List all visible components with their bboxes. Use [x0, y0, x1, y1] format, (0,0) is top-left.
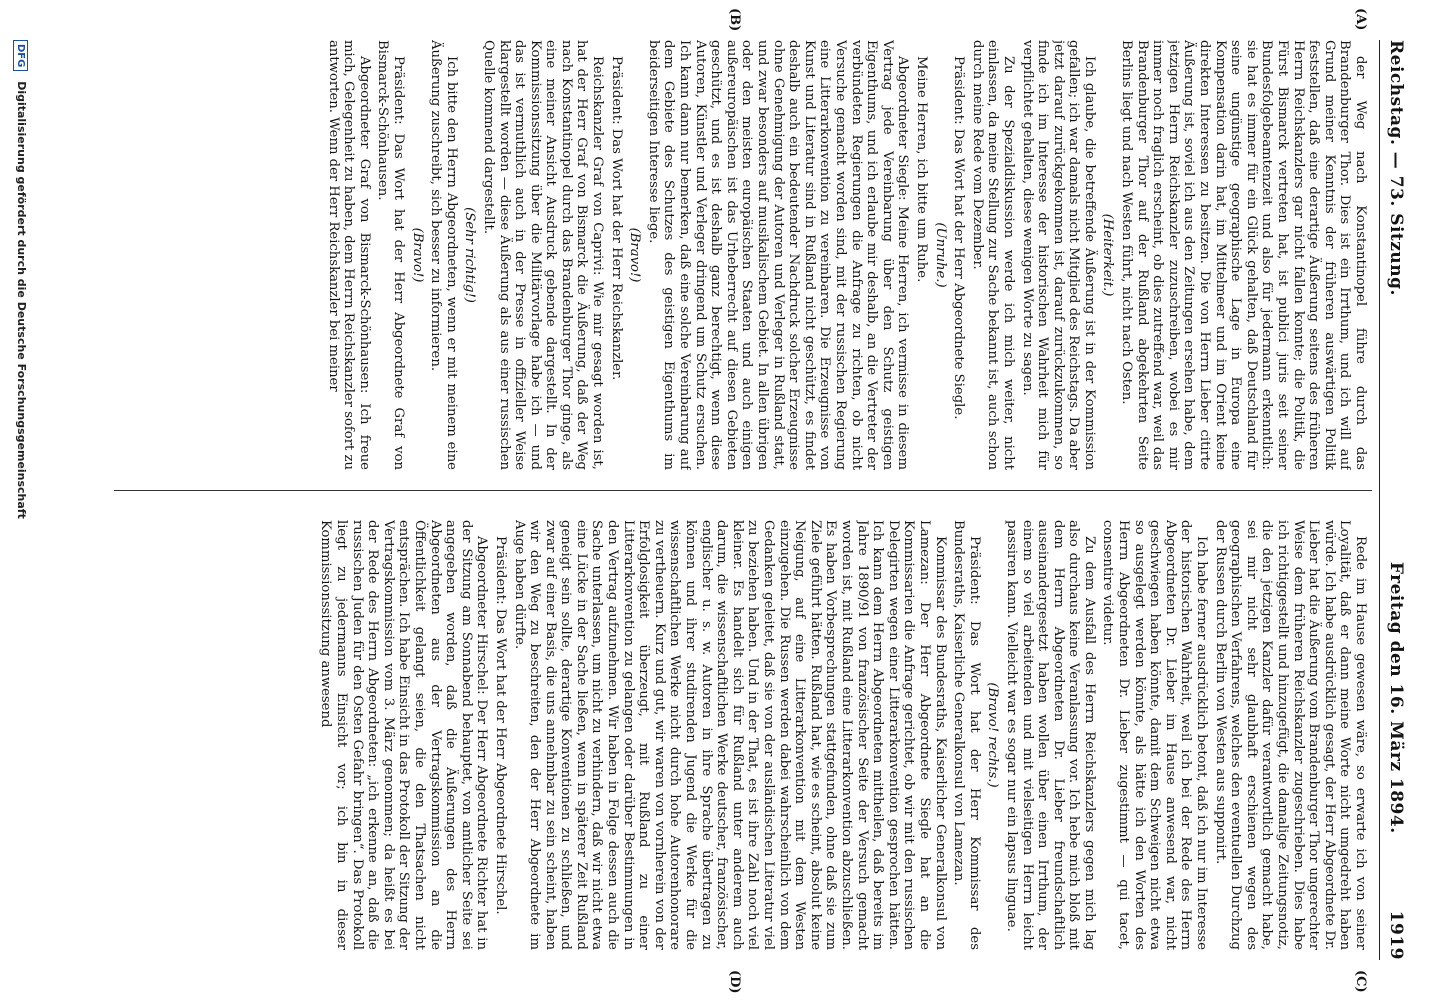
paragraph: Präsident: Das Wort hat der Herr Abgeordnete Hirschel. — [492, 536, 508, 915]
stage-direction: (Unruhe.) — [932, 222, 948, 288]
paragraph: Meine Herren, ich bitte um Ruhe. — [913, 56, 929, 283]
paragraph: Kommissar des Bundesraths, Kaiserlicher Generalkonsul von Lamezan: Der Herr Abgeordnete Siegle hat an die Kommissarien die Anfrage gerichtet, ob wir mit den russischen Delegirten wegen einer Litterarkonvention gesprochen hätten. Ich kann dem Herrn Abgeordneten mittheilen, daß bereits im Jahre 1890/91 von französischer Seite der Versuch gemacht worden ist, mit Rußland eine Litterarkonvention abzuschließen. Es haben Vorbesprechungen stattgefunden, ohne daß sie zum Ziele geführt hätten. Rußland hat, wie es scheint, absolut keine Neigung, auf eine Litterarkonvention mit dem Westen einzugehen. Die Russen werden dabei wahrscheinlich von dem Gedanken geleitet, daß sie von der ausländischen Literatur viel zu beziehen haben. Und in der That, es ist ihre Zahl noch viel kleiner. Es handelt sich für Rußland unter anderem auch darum, die wissenschaftlichen Werke deutscher, französischer, englischer u. s. w. Autoren in ihre Sprache übertragen zu können und ihrer studirenden Jugend die Werke für die wissenschaftlichen Werke nicht durch hohe Autorenhonorare zu vertheuern. Kurz und gut, wir waren von vornherein von der Erfolglosigkeit überzeugt, mit Rußland zu einer Litterarkonvention zu gelangen oder darüber Bestimmungen in den Vertrag aufzunehmen. Wir haben in Folge dessen auch die Sache unterlassen, um nicht zu verhindern, daß wir nicht etwa eine Lücke in der Sache ließen, wenn in späterer Zeit Rußland geneigt sein sollte, derartige Konventionen zu schließen, und zwar auf einer Basis, die uns annehmbar zu sein scheint, haben wir den Weg zu beschreiten, den der Herr Abgeordnete im Auge haben dürfte. — [511, 520, 948, 950]
paragraph: Präsident: Das Wort hat der Herr Kommissar des Bundesraths, Kaiserliche Generalkonsul von Lamezan. — [951, 520, 982, 950]
paragraph: Präsident: Das Wort hat der Herr Abgeordnete Graf von Bismarck-Schönhausen. — [375, 40, 406, 470]
right-column — [118, 520, 1368, 950]
header-rule — [1379, 40, 1380, 960]
stage-direction: (Bravo! rechts.) — [985, 682, 1001, 788]
header-right — [1386, 562, 1406, 960]
paragraph: Präsident: Das Wort hat der Herr Reichskanzler. — [608, 56, 624, 381]
paragraph: Ich habe ferner ausdrücklich betont, daß ich nur im Interesse der historischen Wahrheit, weil ich bei der Rede des Herrn Abgeordneten Dr. Lieber im Hause anwesend war, nicht geschwiegen haben könnte, damit dem Schweigen nicht etwa so ausgelegt werden könnte, als hätte ich den Worten des Herrn Abgeordneten Dr. Lieber zugestimmt — qui tacet, consentire videtur. — [1100, 520, 1210, 950]
left-column — [118, 40, 1368, 470]
page-number: 1919 — [1386, 910, 1406, 960]
header-left: Reichstag. — 73. Sitzung. — [1386, 40, 1406, 296]
stage-direction: (Bravo!) — [627, 227, 643, 283]
page-header — [1378, 40, 1414, 960]
column-divider — [114, 490, 1372, 491]
page-footer — [13, 40, 28, 960]
margin-marker-a: (A) — [1353, 8, 1368, 31]
margin-marker-d: (D) — [727, 970, 742, 994]
paragraph: Zu der Spezialdiskussion werde ich mich weiter, nicht einlassen, da meine Stellung zur Sache bekannt ist, auch schon durch meine Rede vom Dezember. — [969, 40, 1016, 470]
paragraph: Abgeordneter Hirschel: Der Herr Abgeordnete Richter hat in der Sitzung am Sonnabend behauptet, von amtlicher Seite sei angegeben worden, daß die Äußerungen des Herrn Abgeordneten aus der Vertragskommission an die Öffentlichkeit gelangt seien, die den Thatsachen nicht entsprächen. Ich habe Einsicht in das Protokoll der Sitzung der Vertragskommission vom 3. März genommen; da heißt es bei der Rede des Herrn Abgeordneten: „ich erkenne an, daß die russischen Juden für den Osten Gefahr bringen“. Das Protokoll liegt zu jedermanns Einsicht vor; ich bin in dieser Kommissionssitzung anwesend — [318, 520, 490, 950]
paragraph: Ich glaube, die betreffende Äußerung ist in der Kommission gefallen; ich war damals nicht Mitglied des Reichstags. Da aber jetzt darauf zurückgekommen ist, darauf zurückzukommen, so finde ich im Interesse der historischen Wahrheit mich für verpflichtet gehalten, diese wenigen Worte zu sagen. — [1019, 40, 1097, 470]
paragraph: Präsident: Das Wort hat der Herr Abgeordnete Siegle. — [951, 56, 967, 420]
stage-direction: (Sehr richtig!) — [462, 207, 478, 303]
paragraph: Abgeordneter Siegle: Meine Herren, ich vermisse in diesem Vertrag jede Vereinbarung über den Schutz geistigen Eigenthums, und ich erlaube mir deshalb, an die Vertreter der verbündeten Regierungen die Anfrage zu richten, ob nicht Versuche gemacht worden sind, mit der russischen Regierung eine Litterarkonvention zu vereinbaren. Die Erzeugnisse von Kunst und Literatur sind in Rußland nicht geschützt, es findet deshalb auch ein bedeutender Nachdruck solcher Erzeugnisse ohne Genehmigung der Autoren und Verleger in Rußland statt, und zwar besonders auf musikalischem Gebiet. In allen übrigen oder den meisten europäischen Staaten und auch einigen außereuropäischen ist das Urheberrecht auf diesen Gebieten geschützt, und es ist deshalb ganz berechtigt, wenn diese Autoren, Künstler und Verleger dringend um Schutz ersuchen. Ich kann dann nur bemerken, daß eine solche Vereinbarung auf dem Gebiete des Schutzes des geistigen Eigenthums im beiderseitigen Interesse liege. — [645, 40, 911, 470]
footer-text: Digitalisierung gefördert durch die Deutsche Forschungsgemeinschaft — [15, 81, 28, 519]
stage-direction: (Bravo!) — [409, 227, 425, 283]
paragraph: Ich bitte den Herrn Abgeordneten, wenn er mit meinem eine Äußerung zuschreibt, sich besser zu informieren. — [428, 40, 459, 470]
stage-direction: (Heiterkeit.) — [1100, 213, 1116, 297]
paragraph: Zu dem Ausfall des Herrn Reichskanzlers gegen mich lag also durchaus keine Veranlassung vor. Ich hebe mich bloß mit dem Herrn Abgeordneten Dr. Lieber freundschaftlich auseinandergesetzt haben wollen über einen Irrthum, der einem so viel arbeitenden und mit vielseitigen Herrn leicht passiren kann. Vielleicht war es sogar nur ein lapsus linguae. — [1003, 520, 1097, 950]
dfg-logo: DFG — [13, 40, 28, 71]
paragraph: der Weg nach Konstantinopel führe durch das Brandenburger Thor. Dies ist ein Irrthum, und ich will auf Grund meiner Kenntnis der früheren auswärtigen Politik feststellen, daß eine derartige Äußerung seitens des früheren Herrn Reichskanzlers gar nicht fallen konnte; die Politik, die Fürst Bismarck vertreten hat, ist publici juris seit seiner Bundesfolgebeamtenzeit und also für jedermann erkenntlich: sie hat es immer für ein Glück gehalten, daß Deutschland für seine ungünstige geographische Lage in Europa eine Kompensation darin hat, im Mittelmeer und im Orient keine direkten Interessen zu besitzen. Die von Herrn Lieber citirte Äußerung ist, soviel ich aus den Zeitungen ersehen habe, dem jetzigen Herrn Reichskanzler zuzuschreiben, wobei es mir immer noch fraglich erscheint, ob dies zutreffend war, weil das Brandenburger Thor auf der Rußland abgekehrten Seite Berlins liegt und nach Westen führt, nicht nach Osten. — [1119, 40, 1368, 470]
paragraph: Rede im Hause gewesen wäre, so erwarte ich von seiner Loyalität, daß er dann meine Worte nicht umgedreht haben würde. Ich habe ausdrücklich gesagt, der Herr Abgeordnete Dr. Lieber hat die Äußerung vom Brandenburger Thor ungerechter Weise dem früheren Reichskanzler zugeschrieben. Dies habe ich richtiggestellt und hinzugefügt, die damalige Zeitungsnotiz, die den jetzigen Kanzler dafür verantwortlich gemacht habe, sei mir nicht sehr glaubhaft erschienen wegen des geographischen Verfahrens, welches den eventuellen Durchzug der Russen durch Berlin von Westen aus supponirt. — [1212, 520, 1368, 950]
paragraph: Abgeordneter Graf von Bismarck-Schönhausen: Ich freue mich, Gelegenheit zu haben, dem Herrn Reichskanzler sofort zu antworten. Wenn der Herr Reichskanzler bei meiner — [325, 40, 372, 470]
margin-marker-c: (C) — [1353, 970, 1368, 993]
header-date: Freitag den 16. März 1894. — [1386, 561, 1406, 834]
paragraph: Reichskanzler Graf von Caprivi: Wie mir gesagt worden ist, hat der Herr Graf von Bismarck die Äußerung, daß der Weg nach Konstantinopel durch das Brandenburger Thor ginge, als eine meiner Ansicht Ausdruck gebende dargestellt. In der Kommissionssitzung über die Militärvorlage habe ich — und das ist vermuthlich auch in der Presse in offizieller Weise klargestellt worden — diese Äußerung als aus einer russischen Quelle kommend dargestellt. — [480, 40, 606, 470]
margin-marker-b: (B) — [727, 8, 742, 32]
